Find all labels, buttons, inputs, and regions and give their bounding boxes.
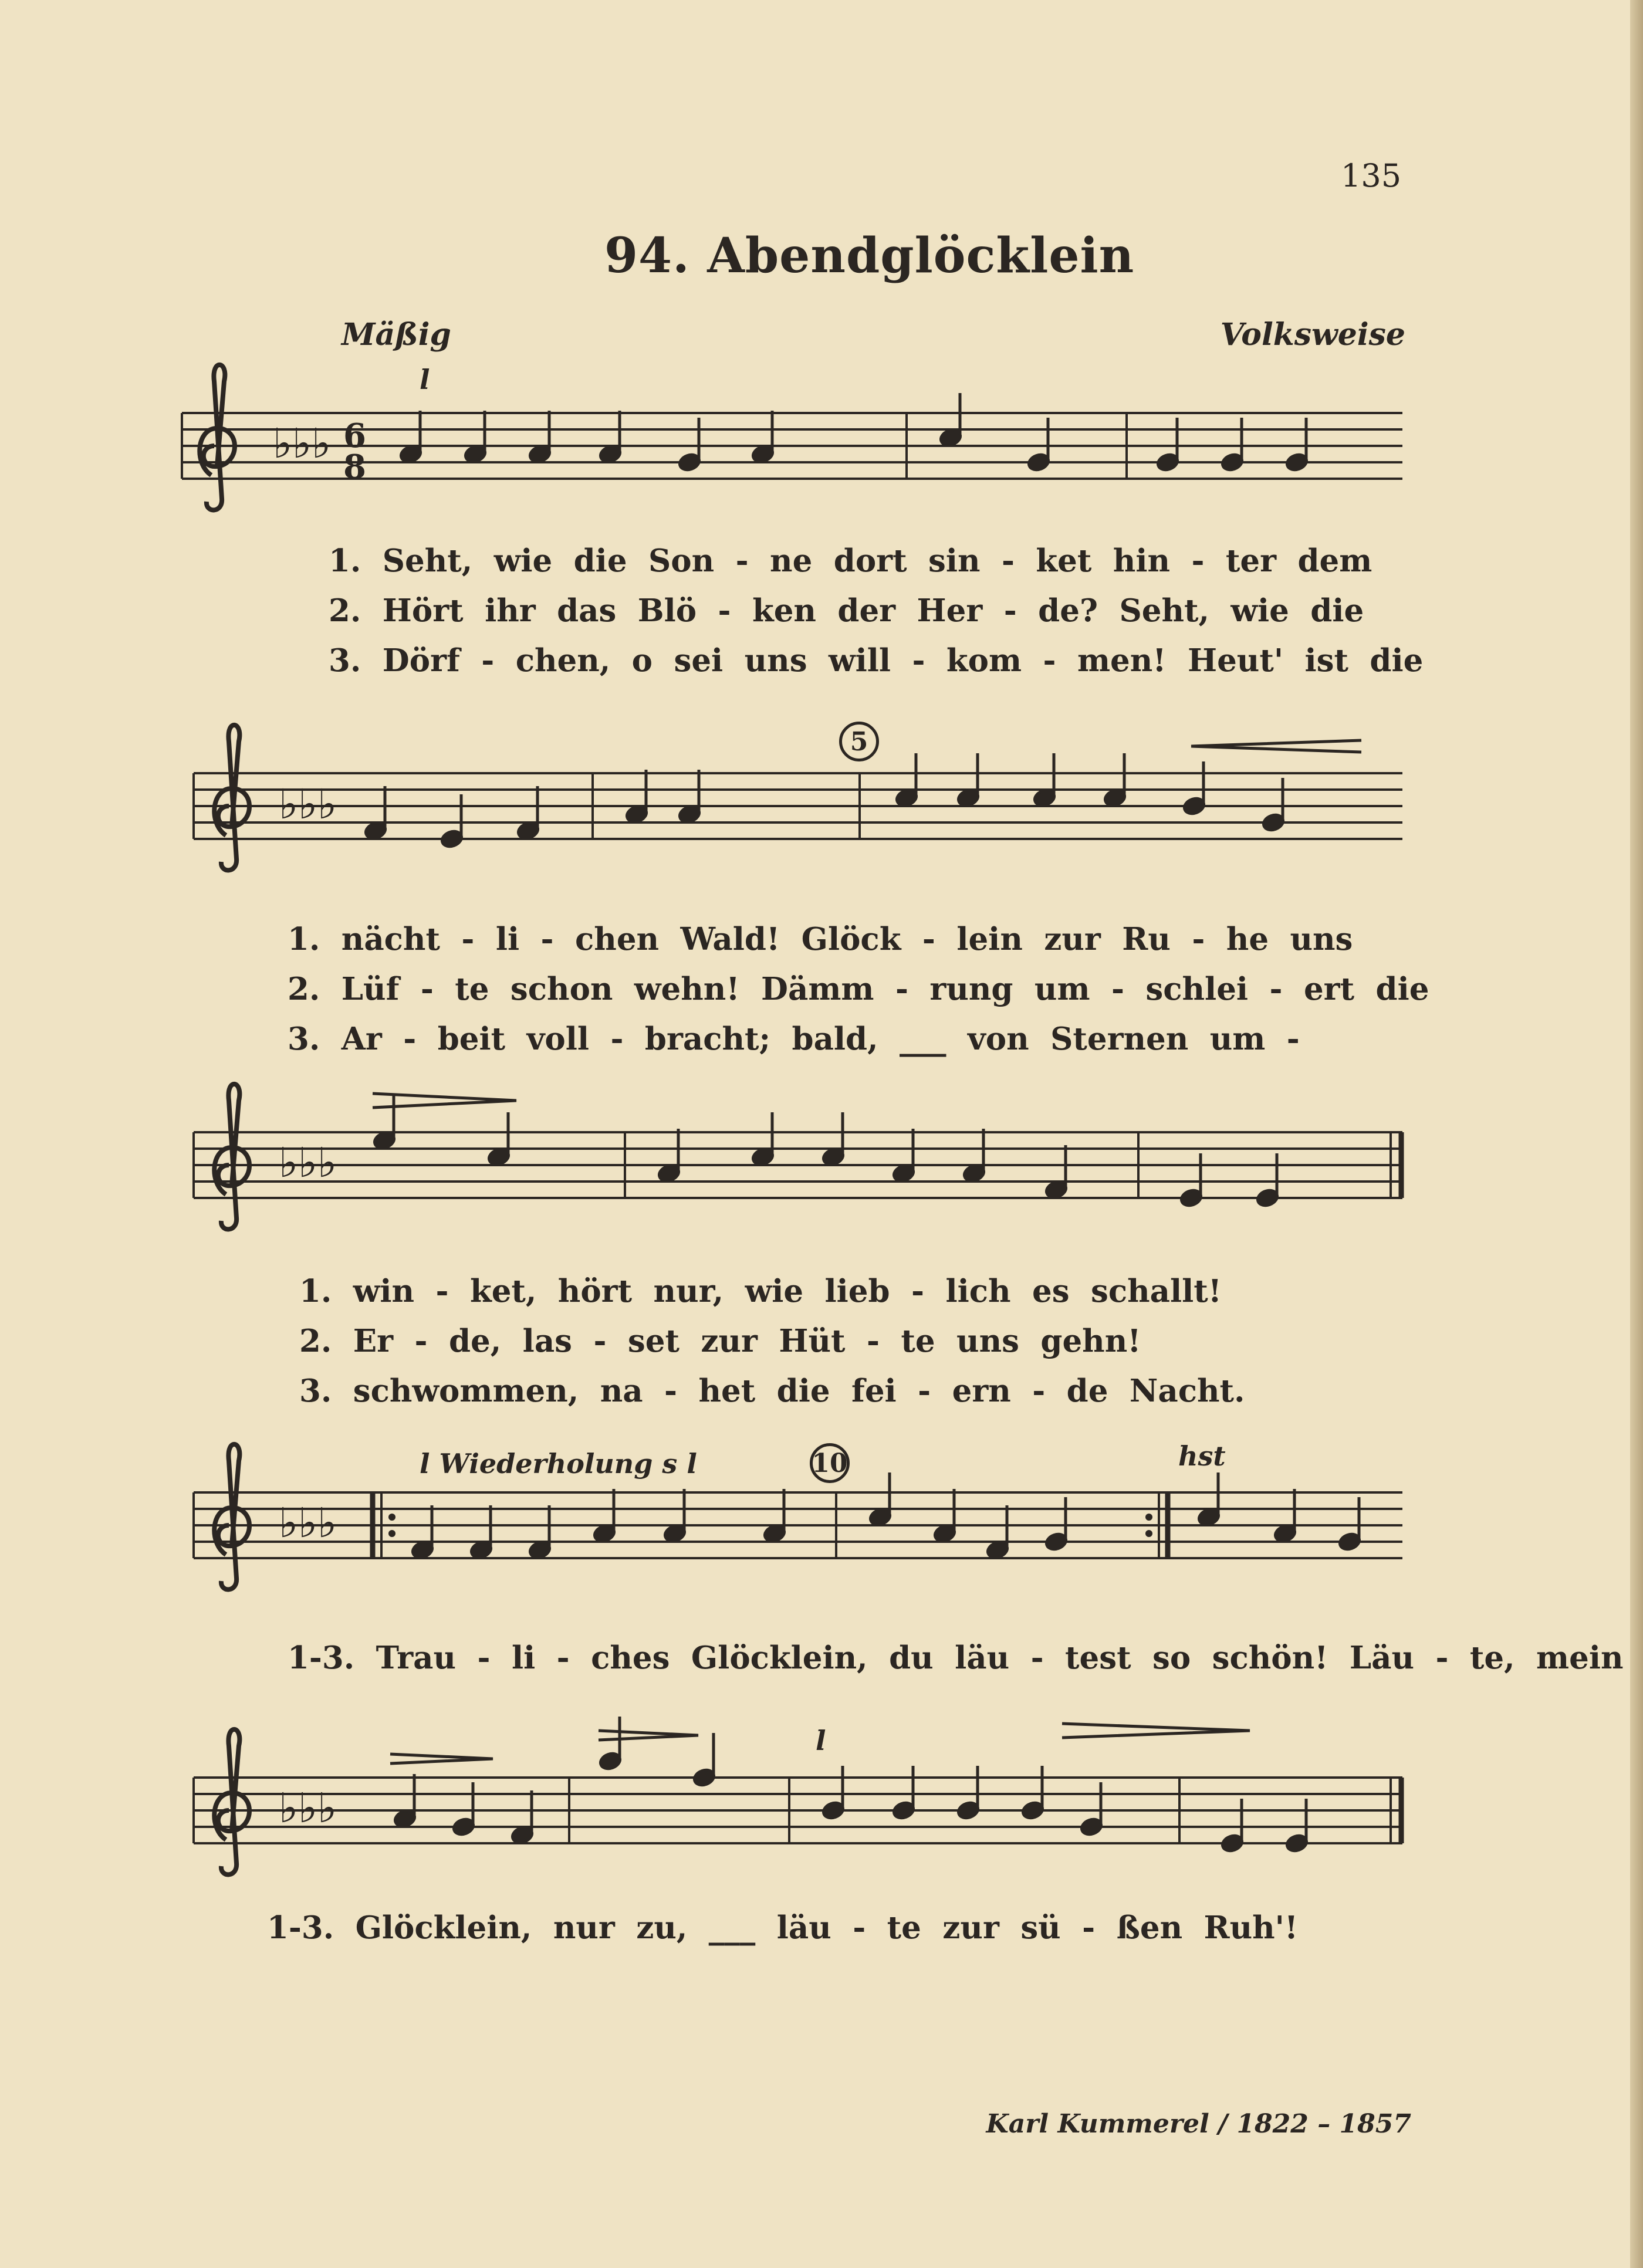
- lyric-line: 3. Ar - beit voll - bracht; bald, ___ von Sternen um -: [288, 1021, 1300, 1057]
- svg-text:8: 8: [343, 448, 366, 486]
- svg-text:♭♭♭: ♭♭♭: [273, 419, 332, 468]
- lyric-line: 3. Dörf - chen, o sei uns will - kom - men! Heut' ist die: [329, 642, 1424, 679]
- svg-text:♭♭♭: ♭♭♭: [279, 1139, 337, 1187]
- tempo-marking: Mäßig: [342, 317, 451, 353]
- measure-number-10: 10: [810, 1443, 850, 1483]
- staff-system-4: [194, 1492, 1402, 1558]
- song-title: 94. Abendglöcklein: [604, 228, 1135, 284]
- song-source: Volksweise: [1220, 317, 1405, 353]
- svg-text:♭♭♭: ♭♭♭: [279, 1499, 337, 1547]
- articulation-mark: l: [420, 364, 430, 395]
- repeat-label: l Wiederholung s l: [420, 1448, 697, 1480]
- composer-credit: Karl Kummerel / 1822 – 1857: [986, 2109, 1411, 2139]
- hst-mark: hst: [1178, 1440, 1226, 1472]
- lyric-line: 3. schwommen, na - het die fei - ern - de Nacht.: [299, 1373, 1245, 1409]
- articulation-mark-2: l: [816, 1725, 826, 1756]
- lyric-line: 2. Hört ihr das Blö - ken der Her - de? Seht, wie die: [329, 593, 1364, 629]
- svg-text:6: 6: [343, 417, 366, 455]
- svg-text:♭♭♭: ♭♭♭: [279, 1784, 337, 1832]
- lyric-line: 1. Seht, wie die Son - ne dort sin - ket hin - ter dem: [329, 543, 1372, 579]
- lyric-line: 2. Er - de, las - set zur Hüt - te uns gehn!: [299, 1323, 1141, 1359]
- measure-number-5: 5: [839, 722, 879, 761]
- lyric-line: 1. win - ket, hört nur, wie lieb - lich es schallt!: [299, 1273, 1222, 1309]
- lyric-line: 2. Lüf - te schon wehn! Dämm - rung um - schlei - ert die: [288, 971, 1429, 1007]
- lyric-line: 1-3. Trau - li - ches Glöcklein, du läu - test so schön! Läu - te, mein: [288, 1640, 1624, 1676]
- staff-system-5: [194, 1778, 1402, 1843]
- lyric-line: 1-3. Glöcklein, nur zu, ___ läu - te zur sü - ßen Ruh'!: [267, 1910, 1299, 1946]
- lyric-line: 1. nächt - li - chen Wald! Glöck - lein zur Ru - he uns: [288, 921, 1353, 957]
- page-number: 135: [1341, 157, 1402, 194]
- svg-text:♭♭♭: ♭♭♭: [279, 780, 337, 828]
